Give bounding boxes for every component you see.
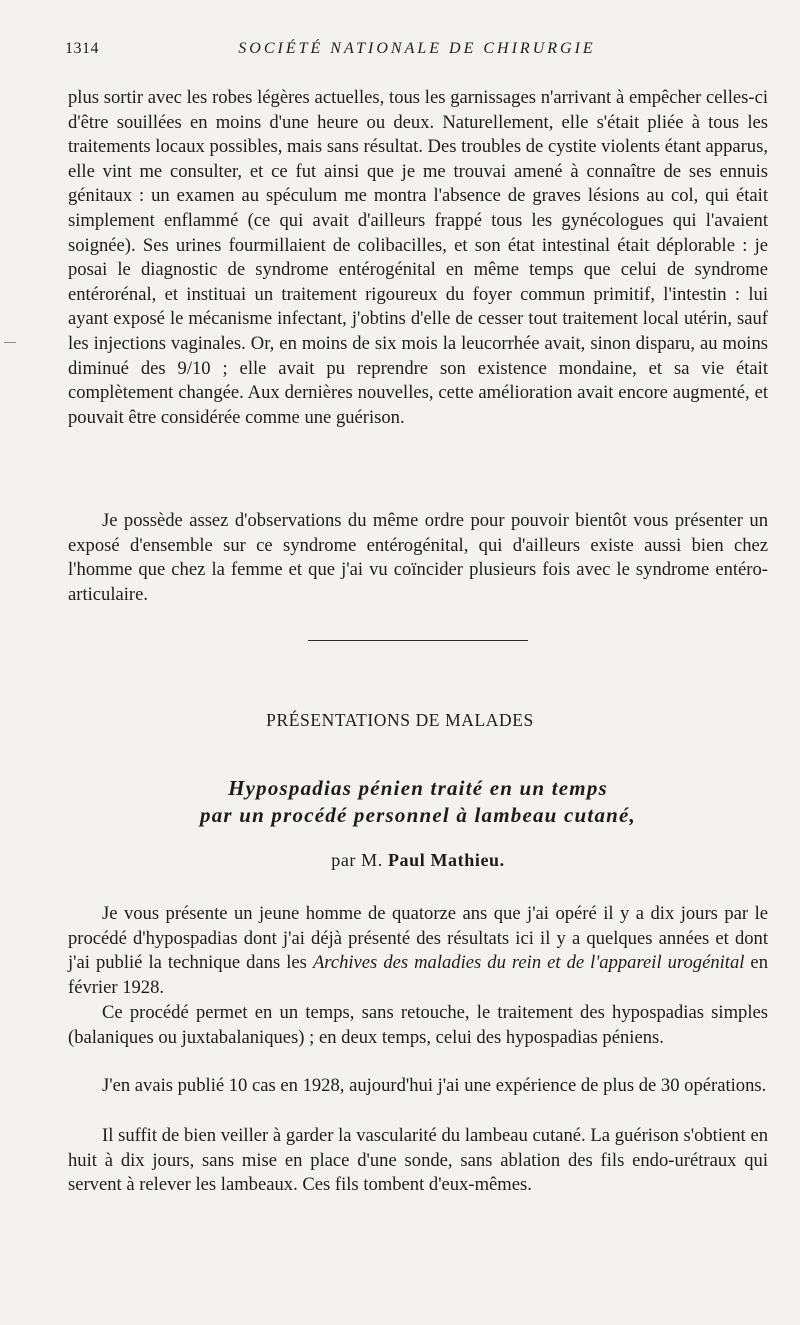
body-paragraph: J'en avais publié 10 cas en 1928, aujourd'hui j'ai une expérience de plus de 30 opérations.	[102, 1075, 767, 1096]
section-heading: PRÉSENTATIONS DE MALADES	[266, 710, 534, 730]
body-paragraph: Ce procédé permet en un temps, sans retouche, le traitement des hypospadias simples (balaniques ou juxtabalaniques) ; en deux temps, celui des hypospadias péniens.	[68, 1002, 768, 1048]
article-title-line-2: par un procédé personnel à lambeau cutané,	[200, 803, 636, 827]
margin-mark	[4, 342, 16, 343]
body-paragraph: plus sortir avec les robes légères actuelles, tous les garnissages n'arrivant à empêcher celles-ci d'être souillées en moins d'une heure ou deux. Naturellement, elle s'était pliée à tous les traitements locaux possibles, mais sans résultat. Des troubles de cystite violents étant apparus, elle vint me consulter, et ce fut ainsi que je me trouvai amené à connaître de ses ennuis génitaux : un examen au spéculum me montra l'absence de graves lésions au col, qui était simplement enflammé (ce qui avait d'ailleurs frappé tous les gynécologues qui l'avaient soignée). Ses urines fourmillaient de colibacilles, et son état intestinal était déplorable : je posai le diagnostic de syndrome entérogénital en même temps que celui de syndrome entérorénal, et instituai un traitement rigoureux du foyer commun primitif, l'intestin : lui ayant exposé le mécanisme infectant, j'obtins d'elle de cesser tout traitement local utérin, sauf les injections vaginales. Or, en moins de six mois la leucorrhée avait, sinon disparu, au moins diminué des 9/10 ; elle avait pu reprendre son existence mondaine, et sa vie était complètement changée. Aux dernières nouvelles, cette amélioration avait encore augmenté, et pouvait être considérée comme une guérison.	[68, 87, 768, 428]
paragraph-text: Je vous présente un jeune homme de quatorze ans que j'ai opéré il y a dix jours par le procédé d'hypospadias dont j'ai déjà présenté des résultats ici il y a quelques années et dont j'ai publié la technique dans les	[68, 903, 768, 974]
byline-prefix: par M.	[331, 850, 383, 870]
article-title-line-1: Hypospadias pénien traité en un temps	[228, 776, 608, 800]
paragraph-text: en février 1928.	[68, 952, 768, 998]
body-paragraph	[68, 902, 768, 1000]
author-name: Paul Mathieu.	[387, 850, 505, 870]
running-head	[65, 40, 769, 66]
page-number: 1314	[65, 40, 99, 57]
body-paragraph: Il suffit de bien veiller à garder la vascularité du lambeau cutané. La guérison s'obtient en huit à dix jours, sans mise en place d'une sonde, sans ablation des fils endo-urétraux qui servent à relever les lambeaux. Ces fils tombent d'eux-mêmes.	[68, 1125, 768, 1196]
journal-title: SOCIÉTÉ NATIONALE DE CHIRURGIE	[238, 40, 596, 57]
section-divider	[308, 640, 528, 641]
journal-reference: Archives des maladies du rein et de l'appareil urogénital	[312, 952, 745, 974]
byline	[0, 850, 800, 871]
body-paragraph: Je possède assez d'observations du même ordre pour pouvoir bientôt vous présenter un exposé d'ensemble sur ce syndrome entérogénital, qui d'ailleurs existe aussi bien chez l'homme que chez la femme et que j'ai vu coïncider plusieurs fois avec le syndrome entéro-articulaire.	[68, 510, 768, 605]
